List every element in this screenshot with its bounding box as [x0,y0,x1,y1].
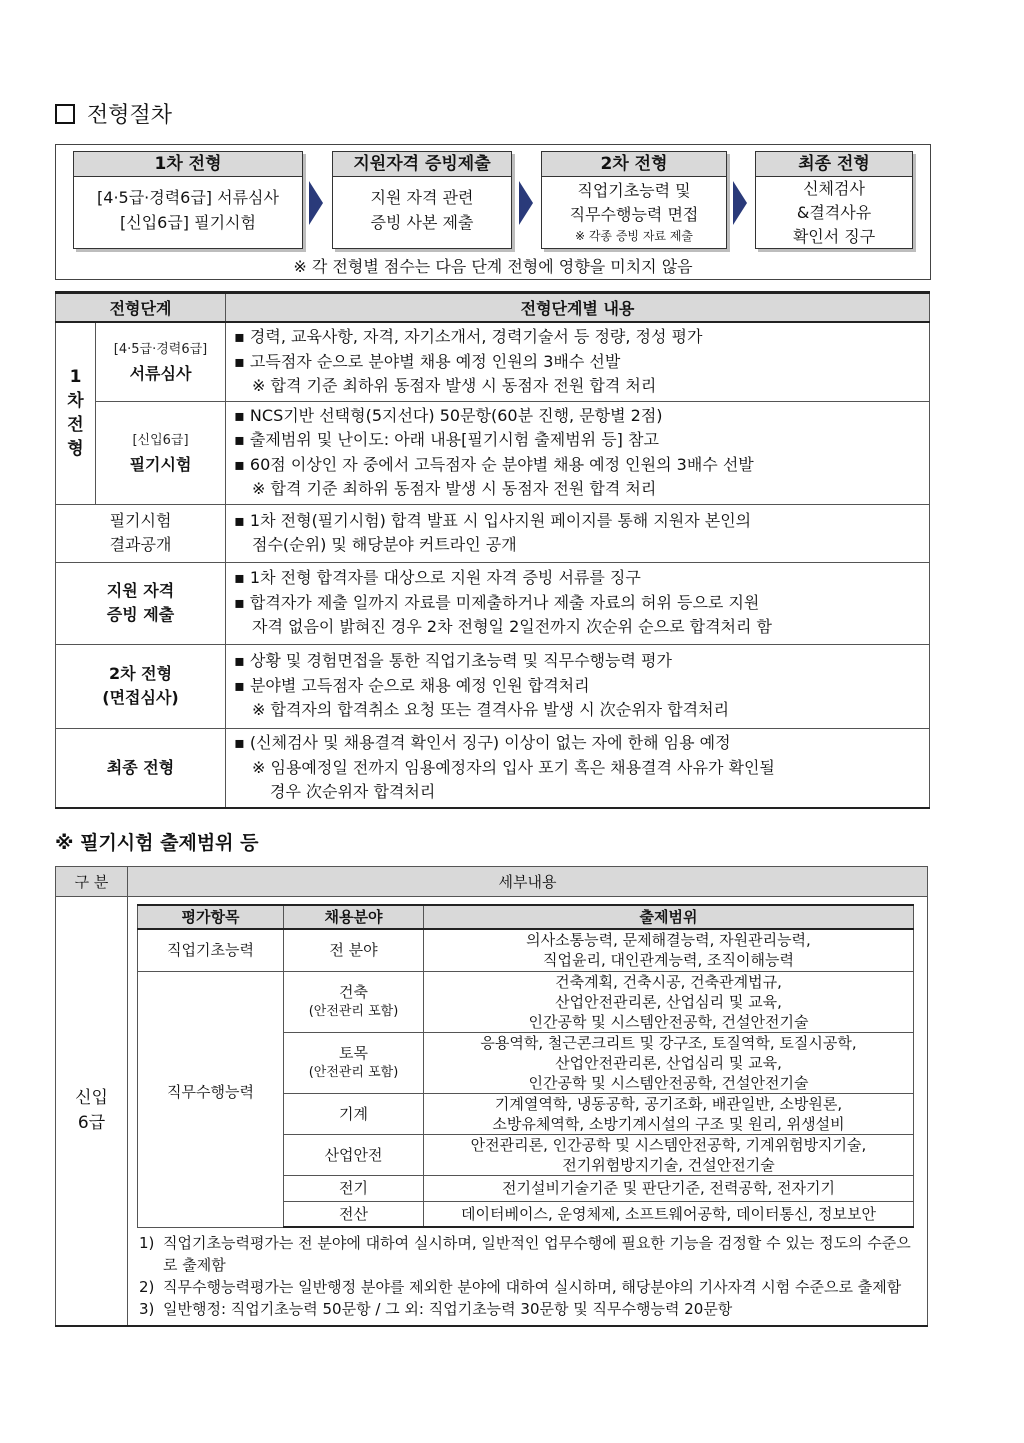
stage-name: 최종 전형 [56,728,226,808]
scope-cell [424,1134,914,1175]
inner-header: 출제범위 [424,905,914,929]
stage-cell [96,322,226,401]
note-number: 1) [139,1234,155,1252]
stage-name: 필기시험 [129,454,192,474]
checkbox-square-icon [55,104,75,124]
stage-content [226,322,930,401]
content-line: ▪ 60점 이상인 자 중에서 고득점자 순 분야별 채용 예정 인원의 3배수 선발 [234,454,754,474]
flow-step-line: 지원 자격 관련 [370,188,474,207]
content-line: ▪ NCS기반 선택형(5지선다) 50문항(60분 진행, 문항별 2점) [234,405,663,425]
section2-title: ※ 필기시험 출제범위 등 [55,832,259,854]
scope-line: 소방유체역학, 소방기계시설의 구조 및 원리, 위생설비 [492,1114,845,1133]
flow-note: ※ 각 전형별 점수는 다음 단계 전형에 영향을 미치지 않음 [293,257,693,276]
flow-step-line: 직업기초능력 및 [577,181,691,200]
scope-line: 인간공학 및 시스템안전공학, 건설안전기술 [528,1073,809,1092]
scope-inner-table [137,904,914,1228]
content-line: ※ 합격 기준 최하위 동점자 발생 시 동점자 전원 합격 처리 [252,376,657,395]
content-line: ▪ 1차 전형(필기시험) 합격 발표 시 입사지원 페이지를 통해 지원자 본인의 [234,510,752,530]
note-text: 직무수행능력평가는 일반행정 분야를 제외한 분야에 대하여 실시하며, 해당분야의 기사자격 시험 수준으로 출제함 [163,1278,902,1296]
process-flow-panel [55,144,931,280]
scope-line: 산업안전관리론, 산업심리 및 교육, [555,992,782,1011]
eval-item: 직무수행능력 [138,971,284,1227]
content-line: ▪ 1차 전형 합격자를 대상으로 지원 자격 증빙 서류를 징구 [234,568,641,588]
scope-line: 직업윤리, 대인관계능력, 조직이해능력 [543,951,794,970]
note-number: 3) [139,1300,155,1318]
note-text: 일반행정: 직업기초능력 50문항 / 그 외: 직업기초능력 30문항 및 직무수행능력 20문항 [163,1300,733,1318]
scope-line: 산업안전관리론, 산업심리 및 교육, [555,1053,782,1072]
note-item [139,1276,920,1298]
field-cell [284,971,424,1032]
section-heading [55,98,172,129]
scope-line: 인간공학 및 시스템안전공학, 건설안전기술 [528,1012,809,1031]
note-text: 직업기초능력평가는 전 분야에 대하여 실시하며, 일반적인 업무수행에 필요한 기능을 검정할 수 있는 정도의 수준으로 출제함 [163,1234,911,1274]
scope-cell [424,971,914,1032]
flow-step-line: 직무수행능력 면접 [569,205,699,224]
flow-step-line: [4·5급·경력6급] 서류심사 [97,188,279,207]
heading-text: 전형절차 [87,103,173,128]
round1-label: 1 차 전 형 [56,322,96,504]
scope-line: 기계열역학, 냉동공학, 공기조화, 배관일반, 소방원론, [494,1094,843,1113]
inner-header: 평가항목 [138,905,284,929]
flow-step-title: 2차 전형 [542,152,726,177]
scope-cell [424,929,914,971]
stage-name: 지원 자격 증빙 제출 [56,562,226,644]
field-name: 전기 [284,1175,424,1201]
stage-name: 필기시험 결과공개 [56,504,226,562]
flow-step-title: 최종 전형 [756,152,912,177]
scope-line: 전기위험방지기술, 건설안전기술 [562,1155,775,1174]
stage-content [226,644,930,728]
flow-step-1 [73,151,303,249]
table-header: 전형단계 [56,293,226,323]
flow-step-line: 신체검사 [803,179,865,198]
note-number: 2) [139,1278,155,1296]
field-name: 산업안전 [284,1134,424,1175]
table-header: 세부내용 [128,867,928,897]
note-item [139,1232,920,1276]
content-line: ※ 합격 기준 최하위 동점자 발생 시 동점자 전원 합격 처리 [252,479,657,498]
group-label: 신입 6급 [56,897,128,1327]
scope-line: 건축계획, 건축시공, 건축관계법규, [555,972,782,991]
flow-step-line: 증빙 사본 제출 [370,213,474,232]
arrow-right-icon [309,181,323,225]
inner-header: 채용분야 [284,905,424,929]
arrow-right-icon [733,181,747,225]
stage-content [226,504,930,562]
flow-step-title: 1차 전형 [74,152,302,177]
content-line: ※ 임용예정일 전까지 임용예정자의 입사 포기 혹은 채용결격 사유가 확인될 [252,757,775,777]
content-line: ▪ 상황 및 경험면접을 통한 직업기초능력 및 직무수행능력 평가 [234,651,672,671]
stage-name: 2차 전형 (면접심사) [56,644,226,728]
table-header: 구 분 [56,867,128,897]
stage-name: 서류심사 [129,363,192,383]
content-line: ▪ (신체검사 및 채용결격 확인서 징구) 이상이 없는 자에 한해 임용 예정 [234,733,731,752]
flow-step-line: &결격사유 [796,203,872,222]
stage-content [226,401,930,504]
scope-line: 전기설비기술기준 및 판단기준, 전력공학, 전자기기 [424,1175,914,1201]
stage-content [226,728,930,808]
content-line: 점수(순위) 및 해당분야 커트라인 공개 [252,535,517,554]
field-cell [284,1032,424,1093]
scope-line: 안전관리론, 인간공학 및 시스템안전공학, 기계위험방지기술, [470,1135,867,1154]
field-name: 전 분야 [284,929,424,971]
content-line: ※ 합격자의 합격취소 요청 또는 결격사유 발생 시 次순위자 합격처리 [252,700,730,720]
content-line: ▪ 합격자가 제출 일까지 자료를 미제출하거나 제출 자료의 허위 등으로 지원 [234,592,760,612]
content-line: ▪ 고득점자 순으로 분야별 채용 예정 인원의 3배수 선발 [234,351,621,371]
scope-line: 의사소통능력, 문제해결능력, 자원관리능력, [526,931,811,950]
content-line: ▪ 출제범위 및 난이도: 아래 내용[필기시험 출제범위 등] 참고 [234,430,659,449]
note-item [139,1298,920,1320]
stage-table [55,291,930,809]
flow-step-note: ※ 각종 증빙 자료 제출 [574,229,694,243]
content-line: 경우 次순위자 합격처리 [270,782,436,801]
stage-cell [96,401,226,504]
scope-line: 데이터베이스, 운영체제, 소프트웨어공학, 데이터통신, 정보보안 [424,1201,914,1227]
field-name: 기계 [284,1093,424,1134]
arrow-right-icon [519,181,533,225]
content-line: ▪ 분야별 고득점자 순으로 채용 예정 인원 합격처리 [234,675,590,695]
stage-tag: [4·5급·경력6급] [113,341,208,357]
flow-step-title: 지원자격 증빙제출 [333,152,511,177]
scope-cell [424,1032,914,1093]
field-name: 전산 [284,1201,424,1227]
field-name: 건축 [339,982,368,1001]
stage-content [226,562,930,644]
flow-step-line: 확인서 징구 [792,227,876,246]
field-name: 토목 [339,1043,368,1062]
content-line: 자격 없음이 밝혀진 경우 2차 전형일 2일전까지 次순위 순으로 합격처리 함 [252,617,772,637]
flow-step-3 [541,151,727,249]
field-sub: (안전관리 포함) [308,1003,399,1019]
flow-step-2 [332,151,512,249]
flow-step-line: [신입6급] 필기시험 [120,213,256,232]
flow-step-4 [755,151,913,249]
eval-item: 직업기초능력 [138,929,284,971]
notes-list [129,1228,926,1324]
scope-line: 응용역학, 철근콘크리트 및 강구조, 토질역학, 토질시공학, [480,1033,857,1052]
content-line: ▪ 경력, 교육사항, 자격, 자기소개서, 경력기술서 등 정량, 정성 평가 [234,327,703,346]
field-sub: (안전관리 포함) [308,1064,399,1080]
table-header: 전형단계별 내용 [226,293,930,323]
stage-tag: [신입6급] [132,432,189,448]
exam-scope-table [55,866,928,1327]
scope-cell [424,1093,914,1134]
